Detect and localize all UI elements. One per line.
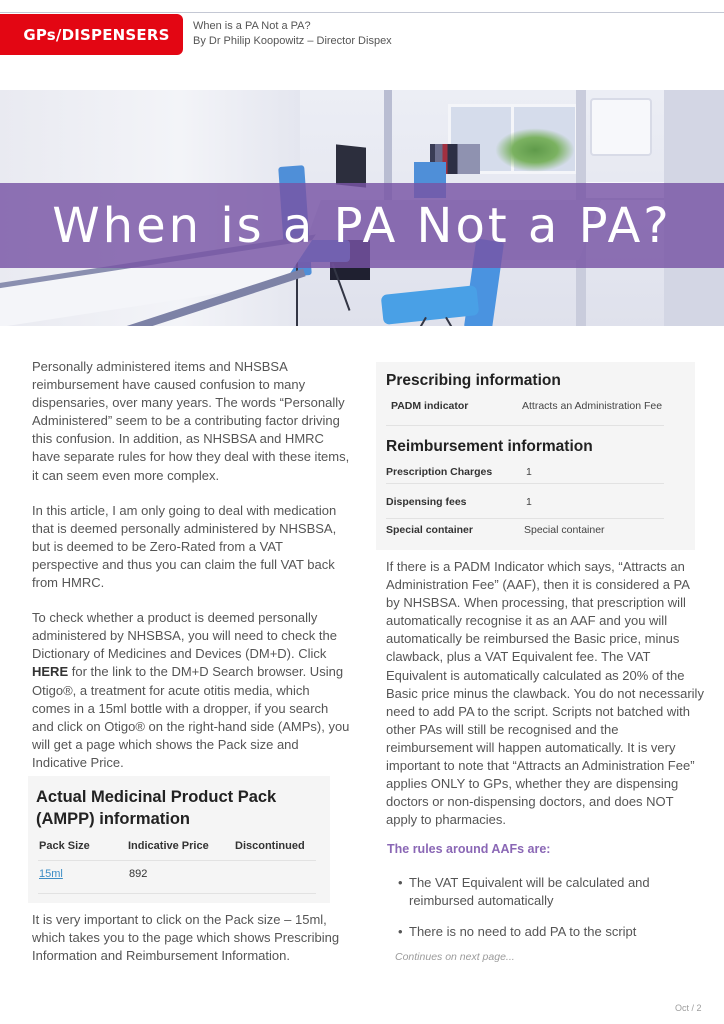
paragraph: It is very important to click on the Pack size – 15ml, which takes you to the page which shows Prescribing Information and Reimbursement Information. (32, 912, 340, 964)
rule-item: • There is no need to add PA to the script (398, 923, 698, 941)
paragraph: In this article, I am only going to deal with medication that is deemed personally administered by NHSBSA, but is deemed to be Zero-Rated from a VAT perspective and thus you can claim the full VAT back from HMRC. (32, 502, 337, 591)
hero-plant (495, 128, 575, 172)
ampp-info-box (28, 776, 330, 903)
table-divider (386, 483, 664, 484)
section-tab (0, 14, 183, 55)
header-rule (0, 12, 724, 13)
ampp-title: Actual Medicinal Product Pack (AMPP) information (36, 788, 277, 828)
article-title-small: When is a PA Not a PA? (193, 20, 311, 32)
rule-item: • The VAT Equivalent will be calculated and reimbursed automatically (398, 874, 698, 910)
here-link[interactable]: HERE (32, 664, 69, 680)
article-header-meta (193, 19, 392, 49)
table-divider (386, 518, 664, 519)
prescription-charges-label: Prescription Charges (386, 466, 493, 478)
column-header-indicative-price: Indicative Price (128, 840, 209, 852)
dispensing-fees-value: 1 (526, 496, 532, 508)
special-container-label: Special container (386, 524, 473, 536)
left-column (32, 358, 350, 789)
table-divider (38, 860, 316, 861)
hero-monitor (336, 144, 366, 187)
continues-note: Continues on next page... (395, 951, 515, 963)
right-column (386, 558, 706, 846)
section-label: GPs/DISPENSERS (23, 25, 170, 44)
table-divider (38, 893, 316, 894)
padm-indicator-value: Attracts an Administration Fee (522, 400, 663, 412)
hero-mirror (590, 98, 652, 156)
indicative-price-value: 892 (129, 868, 148, 880)
left-column-continued (32, 911, 350, 982)
reimbursement-title: Reimbursement information (386, 438, 593, 455)
paragraph-text: for the link to the DM+D Search browser. Using Otigo®, a treatment for acute otitis media, which comes in a 15ml bottle with a dropper, if you search and click on Otigo® on the right-hand side (AMPs), you will get a page which shows the Pack size and Indicative Price. (32, 664, 350, 770)
column-header-pack-size: Pack Size (39, 840, 90, 852)
paragraph: Personally administered items and NHSBSA reimbursement have caused confusion to many dispensaries, over many years. The words “Personally Administered” seem to be a contributing factor driving this confusion. In addition, as NHSBSA and HMRC have separate rules for how they deal with these items, it can seem even more complex. (32, 359, 350, 483)
prescription-charges-value: 1 (526, 466, 532, 478)
byline: By Dr Philip Koopowitz – Director Dispex (193, 35, 392, 47)
column-header-discontinued: Discontinued (235, 840, 305, 852)
table-divider (386, 425, 664, 426)
padm-indicator-label: PADM indicator (391, 400, 469, 412)
hero-chair-leg (445, 317, 457, 326)
paragraph-dmd (32, 609, 350, 772)
special-container-value: Special container (524, 524, 605, 536)
prescribing-info-box (376, 362, 695, 550)
page-number: Oct / 2 (675, 1003, 702, 1013)
rules-list (398, 874, 698, 954)
pack-size-link[interactable]: 15ml (39, 868, 63, 880)
rules-heading: The rules around AAFs are: (387, 842, 551, 856)
prescribing-title: Prescribing information (386, 372, 561, 389)
paragraph: If there is a PADM Indicator which says, “Attracts an Administration Fee” (AAF), then it is considered a PA by NHSBSA. When processing, that prescription will automatically recognise it as an AAF and you will automatically be reimbursed the Basic price, minus clawback, plus a VAT Equivalent fee. The VAT Equivalent is automatically calculated as 20% of the Basic price minus the clawback. You do not necessarily need to add PA to the script. Scripts not batched with other PAs will still be recognised and the reimbursement will happen automatically. It is very important to note that “Attracts an Administration Fee” applies ONLY to GPs, whether they are dispensing doctors or non-dispensing doctors, and does NOT apply to pharmacies. (386, 559, 704, 828)
paragraph-text: To check whether a product is deemed personally administered by NHSBSA, you will need to check the Dictionary of Medicines and Devices (DM+D). Click (32, 610, 337, 662)
hero-title-band (0, 183, 724, 268)
hero-title: When is a PA Not a PA? (52, 197, 672, 254)
dispensing-fees-label: Dispensing fees (386, 496, 467, 508)
